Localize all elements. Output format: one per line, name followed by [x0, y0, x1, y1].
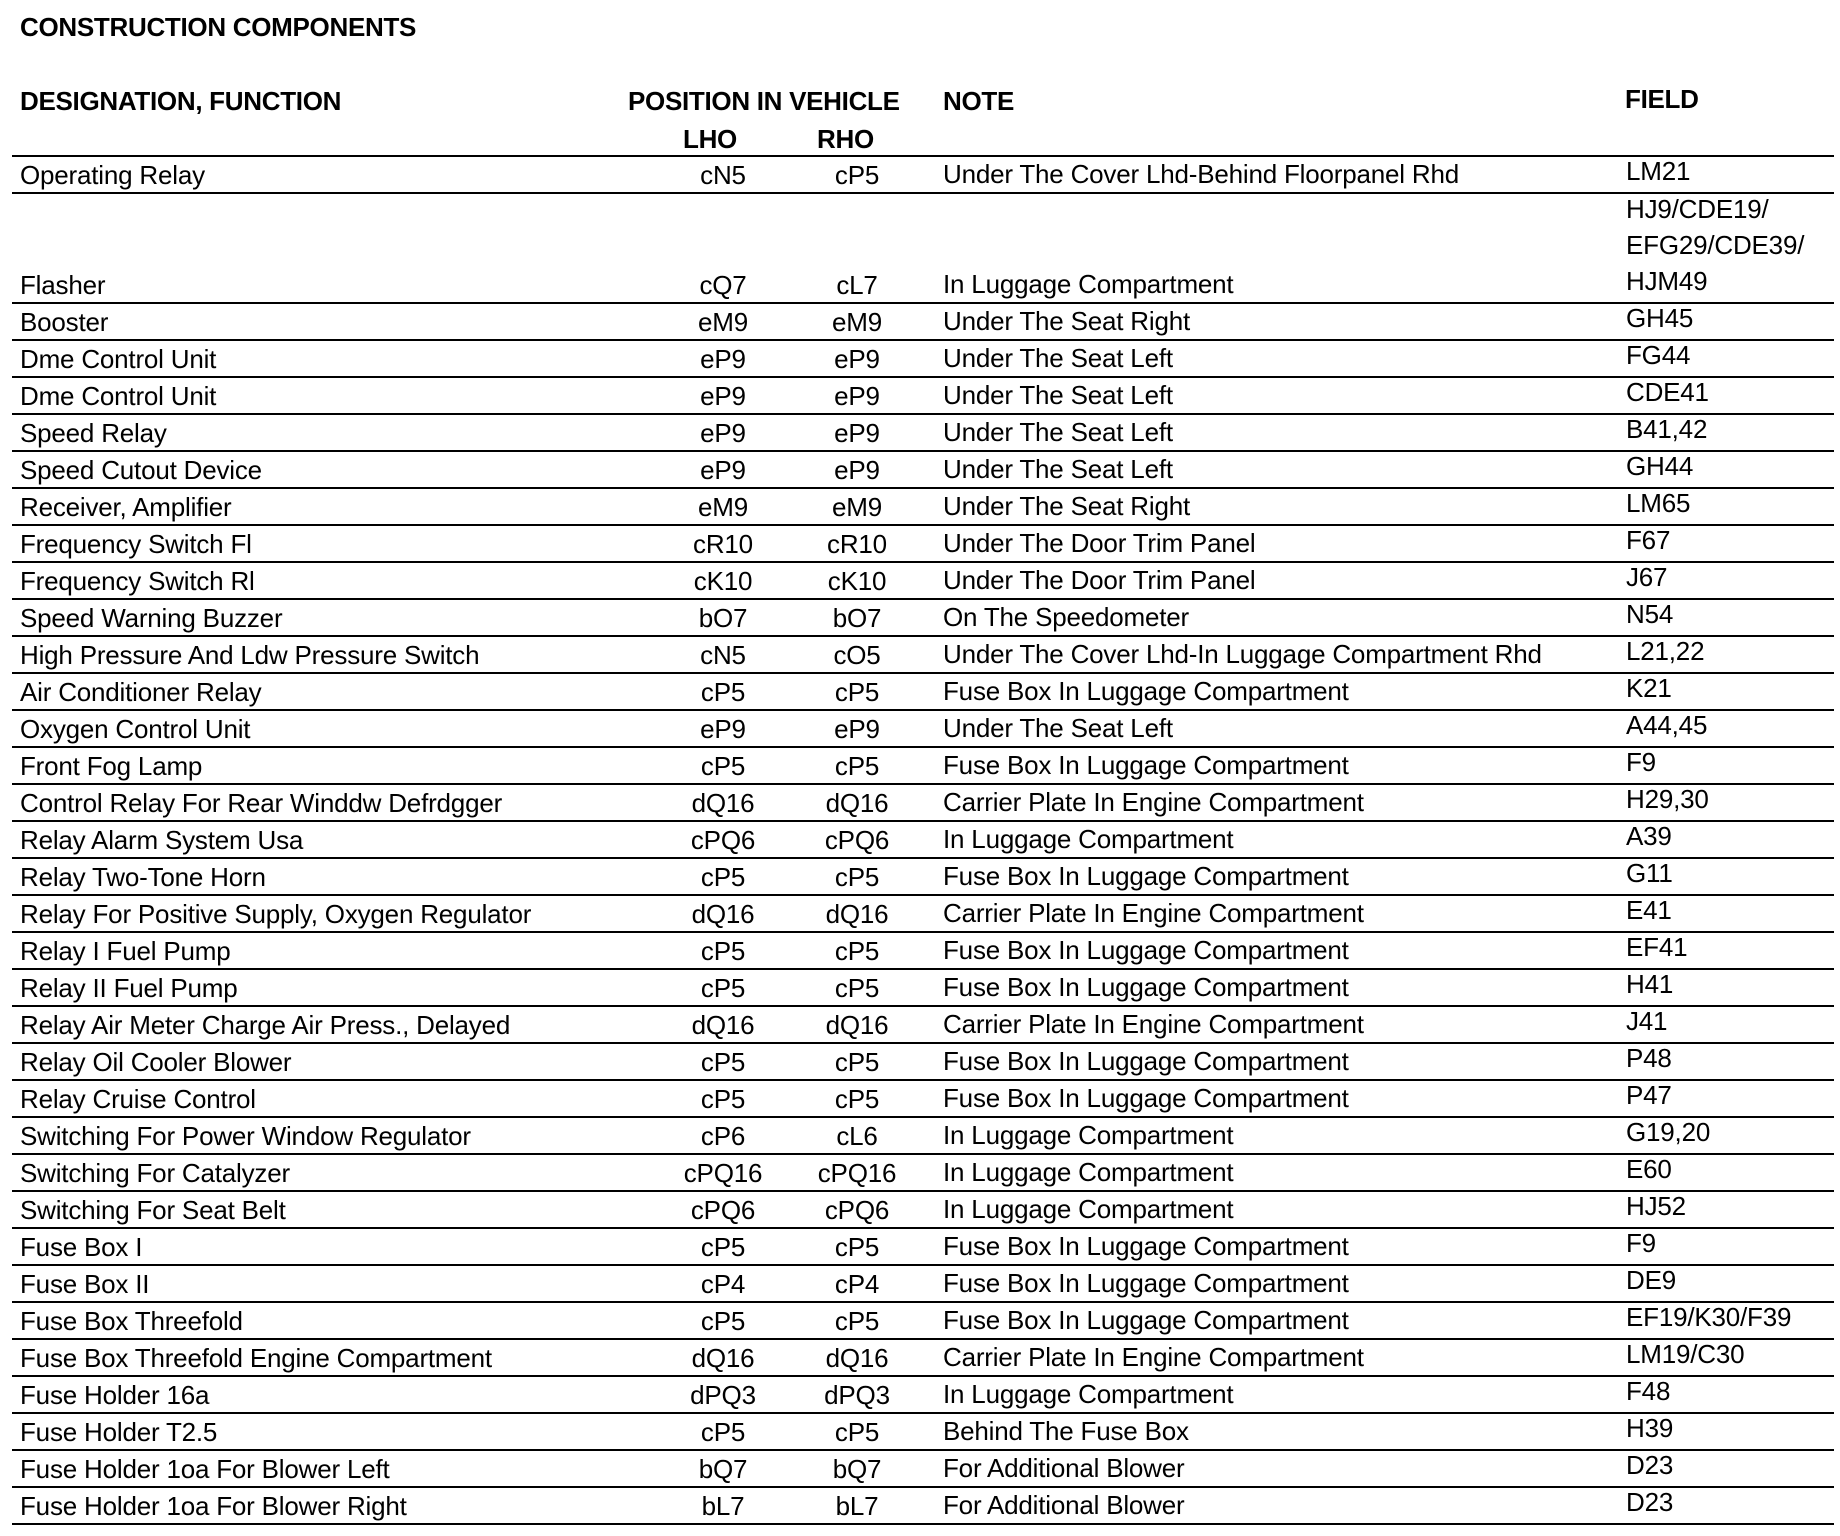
cell-field	[1626, 337, 1836, 373]
cell-designation: Fuse Holder T2.5	[20, 1417, 218, 1447]
cell-note: For Additional Blower	[943, 1490, 1185, 1520]
cell-designation: Frequency Switch Fl	[20, 529, 252, 559]
cell-lho: cPQ6	[690, 1195, 756, 1225]
table-row	[12, 341, 1834, 378]
table-row	[12, 1266, 1834, 1303]
cell-lho: eM9	[698, 492, 748, 522]
table-row	[12, 822, 1834, 859]
cell-lho: cP5	[700, 936, 746, 966]
cell-rho: cP5	[834, 973, 880, 1003]
cell-field	[1626, 596, 1836, 632]
cell-designation: Relay Cruise Control	[20, 1084, 256, 1114]
cell-rho: eP9	[834, 381, 880, 411]
field-line: DE9	[1626, 1265, 1676, 1295]
cell-lho: cPQ6	[690, 825, 756, 855]
cell-designation: Fuse Box Threefold Engine Compartment	[20, 1343, 492, 1373]
cell-note: Under The Seat Left	[943, 343, 1173, 373]
cell-lho: eP9	[700, 714, 746, 744]
cell-lho: cN5	[700, 160, 746, 190]
table-row	[12, 526, 1834, 563]
cell-designation: Speed Relay	[20, 418, 167, 448]
cell-field	[1626, 1040, 1836, 1076]
cell-rho: cL6	[836, 1121, 878, 1151]
header-field: FIELD	[1625, 84, 1699, 114]
cell-lho: cP5	[700, 1306, 746, 1336]
cell-rho: cP4	[834, 1269, 880, 1299]
cell-lho: cP5	[700, 1417, 746, 1447]
cell-note: Under The Cover Lhd-Behind Floorpanel Rhd	[943, 159, 1459, 189]
cell-field	[1626, 559, 1836, 595]
field-line: D23	[1626, 1487, 1674, 1517]
field-line: GH44	[1626, 451, 1694, 481]
table-row	[12, 563, 1834, 600]
cell-field	[1626, 374, 1836, 410]
header-position-in-vehicle: POSITION IN VEHICLE	[628, 86, 900, 116]
cell-field	[1626, 411, 1836, 447]
cell-field	[1626, 153, 1836, 189]
field-line: P48	[1626, 1043, 1672, 1073]
header-note: NOTE	[943, 86, 1015, 116]
cell-lho: eP9	[700, 344, 746, 374]
cell-designation: Switching For Power Window Regulator	[20, 1121, 471, 1151]
cell-lho: cN5	[700, 640, 746, 670]
cell-rho: cP5	[834, 677, 880, 707]
cell-lho: cP5	[700, 1047, 746, 1077]
cell-designation: Relay Alarm System Usa	[20, 825, 304, 855]
cell-field	[1626, 1188, 1836, 1224]
cell-note: Fuse Box In Luggage Compartment	[943, 1083, 1349, 1113]
cell-lho: cP5	[700, 1084, 746, 1114]
cell-lho: cP5	[700, 1232, 746, 1262]
cell-lho: dPQ3	[690, 1380, 756, 1410]
cell-note: Carrier Plate In Engine Compartment	[943, 1009, 1364, 1039]
cell-field	[1626, 707, 1836, 743]
cell-field	[1626, 1484, 1836, 1520]
cell-designation: Front Fog Lamp	[20, 751, 203, 781]
cell-designation: Relay Two-Tone Horn	[20, 862, 266, 892]
cell-note: Fuse Box In Luggage Compartment	[943, 935, 1349, 965]
cell-lho: eP9	[700, 418, 746, 448]
cell-lho: bL7	[701, 1491, 745, 1521]
cell-lho: cP5	[700, 751, 746, 781]
cell-rho: dQ16	[825, 788, 889, 818]
cell-field	[1626, 1114, 1836, 1150]
field-line: H41	[1626, 969, 1674, 999]
cell-field	[1626, 744, 1836, 780]
table-row	[12, 1192, 1834, 1229]
cell-field	[1626, 929, 1836, 965]
cell-rho: cP5	[834, 1417, 880, 1447]
field-line: HJ9/CDE19/	[1626, 194, 1769, 224]
table-row	[12, 933, 1834, 970]
field-line: EF41	[1626, 932, 1688, 962]
cell-rho: cPQ6	[824, 1195, 890, 1225]
table-row	[12, 600, 1834, 637]
cell-note: Fuse Box In Luggage Compartment	[943, 861, 1349, 891]
field-line: P47	[1626, 1080, 1672, 1110]
field-line: EF19/K30/F39	[1626, 1302, 1792, 1332]
field-line: E41	[1626, 895, 1672, 925]
cell-rho: cP5	[834, 936, 880, 966]
table-row	[12, 1414, 1834, 1451]
cell-note: In Luggage Compartment	[943, 1157, 1234, 1187]
cell-rho: eP9	[834, 344, 880, 374]
header-rho: RHO	[817, 124, 874, 154]
cell-note: Under The Seat Left	[943, 713, 1173, 743]
cell-rho: cL7	[836, 270, 878, 300]
cell-field	[1626, 1225, 1836, 1261]
cell-designation: High Pressure And Ldw Pressure Switch	[20, 640, 480, 670]
header-designation: DESIGNATION, FUNCTION	[20, 86, 342, 116]
cell-note: Fuse Box In Luggage Compartment	[943, 1046, 1349, 1076]
cell-rho: cP5	[834, 1084, 880, 1114]
cell-lho: eM9	[698, 307, 748, 337]
cell-designation: Flasher	[20, 270, 106, 300]
cell-note: Fuse Box In Luggage Compartment	[943, 1305, 1349, 1335]
table-row	[12, 452, 1834, 489]
cell-designation: Fuse Holder 1oa For Blower Left	[20, 1454, 390, 1484]
cell-field	[1626, 818, 1836, 854]
cell-field	[1626, 448, 1836, 484]
cell-note: Under The Door Trim Panel	[943, 565, 1256, 595]
table-row	[12, 489, 1834, 526]
cell-designation: Relay Oil Cooler Blower	[20, 1047, 292, 1077]
field-line: H39	[1626, 1413, 1674, 1443]
cell-designation: Switching For Seat Belt	[20, 1195, 286, 1225]
cell-note: Carrier Plate In Engine Compartment	[943, 787, 1364, 817]
cell-designation: Control Relay For Rear Winddw Defrdgger	[20, 788, 503, 818]
cell-note: Under The Cover Lhd-In Luggage Compartment Rhd	[943, 639, 1542, 669]
cell-field	[1626, 1003, 1836, 1039]
cell-field	[1626, 633, 1836, 669]
cell-note: Carrier Plate In Engine Compartment	[943, 898, 1364, 928]
cell-designation: Relay Air Meter Charge Air Press., Delayed	[20, 1010, 511, 1040]
table-row	[12, 785, 1834, 822]
cell-designation: Frequency Switch Rl	[20, 566, 255, 596]
cell-field	[1626, 522, 1836, 558]
field-line: A44,45	[1626, 710, 1708, 740]
table-row	[12, 970, 1834, 1007]
table-row	[12, 859, 1834, 896]
cell-field	[1626, 191, 1836, 299]
cell-lho: bQ7	[698, 1454, 748, 1484]
table-row	[12, 157, 1834, 194]
cell-note: Under The Seat Left	[943, 454, 1173, 484]
cell-note: Under The Seat Right	[943, 306, 1190, 336]
cell-rho: cO5	[833, 640, 881, 670]
cell-designation: Air Conditioner Relay	[20, 677, 262, 707]
cell-rho: eM9	[832, 307, 882, 337]
cell-designation: Dme Control Unit	[20, 381, 217, 411]
cell-designation: Fuse Holder 1oa For Blower Right	[20, 1491, 407, 1521]
table-row	[12, 1007, 1834, 1044]
field-line: HJM49	[1626, 266, 1708, 296]
cell-designation: Oxygen Control Unit	[20, 714, 251, 744]
cell-lho: dQ16	[691, 899, 755, 929]
components-table	[12, 157, 1834, 1525]
cell-designation: Fuse Box I	[20, 1232, 143, 1262]
table-row	[12, 1303, 1834, 1340]
cell-lho: cP5	[700, 973, 746, 1003]
table-row	[12, 1451, 1834, 1488]
cell-rho: dPQ3	[824, 1380, 890, 1410]
cell-rho: cP5	[834, 160, 880, 190]
cell-note: Fuse Box In Luggage Compartment	[943, 972, 1349, 1002]
cell-designation: Switching For Catalyzer	[20, 1158, 290, 1188]
cell-rho: bQ7	[832, 1454, 882, 1484]
field-line: LM21	[1626, 156, 1691, 186]
cell-field	[1626, 300, 1836, 336]
cell-field	[1626, 485, 1836, 521]
field-line: J41	[1626, 1006, 1668, 1036]
cell-rho: cR10	[827, 529, 887, 559]
cell-field	[1626, 1336, 1836, 1372]
table-row	[12, 1340, 1834, 1377]
cell-designation: Fuse Box Threefold	[20, 1306, 243, 1336]
table-row	[12, 748, 1834, 785]
field-line: D23	[1626, 1450, 1674, 1480]
document-title: CONSTRUCTION COMPONENTS	[20, 12, 417, 42]
cell-rho: eP9	[834, 455, 880, 485]
field-line: LM19/C30	[1626, 1339, 1745, 1369]
field-line: N54	[1626, 599, 1674, 629]
field-line: G11	[1626, 858, 1673, 888]
cell-lho: dQ16	[691, 788, 755, 818]
cell-field	[1626, 1299, 1836, 1335]
table-row	[12, 304, 1834, 341]
table-row	[12, 1155, 1834, 1192]
cell-rho: cPQ16	[817, 1158, 897, 1188]
field-line: A39	[1626, 821, 1672, 851]
cell-lho: dQ16	[691, 1343, 755, 1373]
table-row	[12, 637, 1834, 674]
field-line: FG44	[1626, 340, 1691, 370]
cell-note: Behind The Fuse Box	[943, 1416, 1189, 1446]
field-line: F9	[1626, 1228, 1656, 1258]
table-row	[12, 1377, 1834, 1414]
cell-note: Fuse Box In Luggage Compartment	[943, 676, 1349, 706]
table-row	[12, 1488, 1834, 1525]
cell-rho: dQ16	[825, 899, 889, 929]
cell-lho: cPQ16	[683, 1158, 763, 1188]
cell-note: Fuse Box In Luggage Compartment	[943, 1231, 1349, 1261]
cell-designation: Booster	[20, 307, 109, 337]
cell-field	[1626, 1077, 1836, 1113]
cell-note: Under The Seat Left	[943, 417, 1173, 447]
cell-note: In Luggage Compartment	[943, 269, 1234, 299]
cell-lho: bO7	[698, 603, 748, 633]
cell-field	[1626, 1262, 1836, 1298]
cell-field	[1626, 1151, 1836, 1187]
cell-lho: cP5	[700, 677, 746, 707]
cell-lho: cP5	[700, 862, 746, 892]
cell-note: In Luggage Compartment	[943, 824, 1234, 854]
field-line: J67	[1626, 562, 1668, 592]
header-lho: LHO	[683, 124, 737, 154]
cell-lho: cQ7	[699, 270, 747, 300]
cell-note: For Additional Blower	[943, 1453, 1185, 1483]
field-line: H29,30	[1626, 784, 1709, 814]
cell-field	[1626, 781, 1836, 817]
cell-designation: Fuse Box II	[20, 1269, 150, 1299]
cell-note: Fuse Box In Luggage Compartment	[943, 750, 1349, 780]
cell-field	[1626, 670, 1836, 706]
field-line: G19,20	[1626, 1117, 1711, 1147]
cell-lho: cP6	[700, 1121, 746, 1151]
cell-rho: eM9	[832, 492, 882, 522]
cell-designation: Speed Cutout Device	[20, 455, 262, 485]
field-line: GH45	[1626, 303, 1694, 333]
table-row	[12, 378, 1834, 415]
cell-lho: eP9	[700, 381, 746, 411]
field-line: L21,22	[1626, 636, 1705, 666]
table-row	[12, 1044, 1834, 1081]
cell-designation: Operating Relay	[20, 160, 205, 190]
field-line: EFG29/CDE39/	[1626, 230, 1805, 260]
cell-rho: bO7	[832, 603, 882, 633]
field-line: CDE41	[1626, 377, 1709, 407]
field-line: HJ52	[1626, 1191, 1686, 1221]
cell-field	[1626, 855, 1836, 891]
cell-note: Under The Seat Left	[943, 380, 1173, 410]
cell-field	[1626, 966, 1836, 1002]
cell-field	[1626, 1373, 1836, 1409]
table-row	[12, 1118, 1834, 1155]
cell-designation: Receiver, Amplifier	[20, 492, 232, 522]
cell-rho: cP5	[834, 1047, 880, 1077]
cell-designation: Relay II Fuel Pump	[20, 973, 238, 1003]
field-line: B41,42	[1626, 414, 1708, 444]
field-line: F48	[1626, 1376, 1671, 1406]
cell-rho: cK10	[827, 566, 887, 596]
cell-rho: eP9	[834, 714, 880, 744]
cell-rho: cP5	[834, 1232, 880, 1262]
cell-designation: Relay I Fuel Pump	[20, 936, 231, 966]
field-line: LM65	[1626, 488, 1691, 518]
table-row	[12, 1229, 1834, 1266]
cell-rho: cP5	[834, 862, 880, 892]
table-row	[12, 674, 1834, 711]
table-row	[12, 415, 1834, 452]
cell-lho: eP9	[700, 455, 746, 485]
cell-rho: cPQ6	[824, 825, 890, 855]
field-line: K21	[1626, 673, 1672, 703]
cell-lho: cK10	[693, 566, 753, 596]
cell-designation: Fuse Holder 16a	[20, 1380, 210, 1410]
cell-note: Under The Door Trim Panel	[943, 528, 1256, 558]
cell-rho: eP9	[834, 418, 880, 448]
cell-rho: dQ16	[825, 1010, 889, 1040]
table-row	[12, 711, 1834, 748]
cell-lho: cP4	[700, 1269, 746, 1299]
table-row	[12, 1081, 1834, 1118]
field-line: E60	[1626, 1154, 1672, 1184]
cell-designation: Relay For Positive Supply, Oxygen Regulator	[20, 899, 532, 929]
cell-lho: cR10	[693, 529, 753, 559]
cell-rho: dQ16	[825, 1343, 889, 1373]
cell-field	[1626, 1410, 1836, 1446]
table-row	[12, 896, 1834, 933]
cell-note: In Luggage Compartment	[943, 1379, 1234, 1409]
field-line: F9	[1626, 747, 1656, 777]
cell-note: On The Speedometer	[943, 602, 1189, 632]
cell-note: Under The Seat Right	[943, 491, 1190, 521]
cell-note: Carrier Plate In Engine Compartment	[943, 1342, 1364, 1372]
cell-note: In Luggage Compartment	[943, 1120, 1234, 1150]
field-line: F67	[1626, 525, 1671, 555]
cell-rho: cP5	[834, 751, 880, 781]
cell-field	[1626, 892, 1836, 928]
table-row	[12, 194, 1834, 304]
cell-field	[1626, 1447, 1836, 1483]
cell-rho: bL7	[835, 1491, 879, 1521]
cell-note: In Luggage Compartment	[943, 1194, 1234, 1224]
cell-note: Fuse Box In Luggage Compartment	[943, 1268, 1349, 1298]
cell-rho: cP5	[834, 1306, 880, 1336]
cell-designation: Speed Warning Buzzer	[20, 603, 283, 633]
cell-lho: dQ16	[691, 1010, 755, 1040]
cell-designation: Dme Control Unit	[20, 344, 217, 374]
